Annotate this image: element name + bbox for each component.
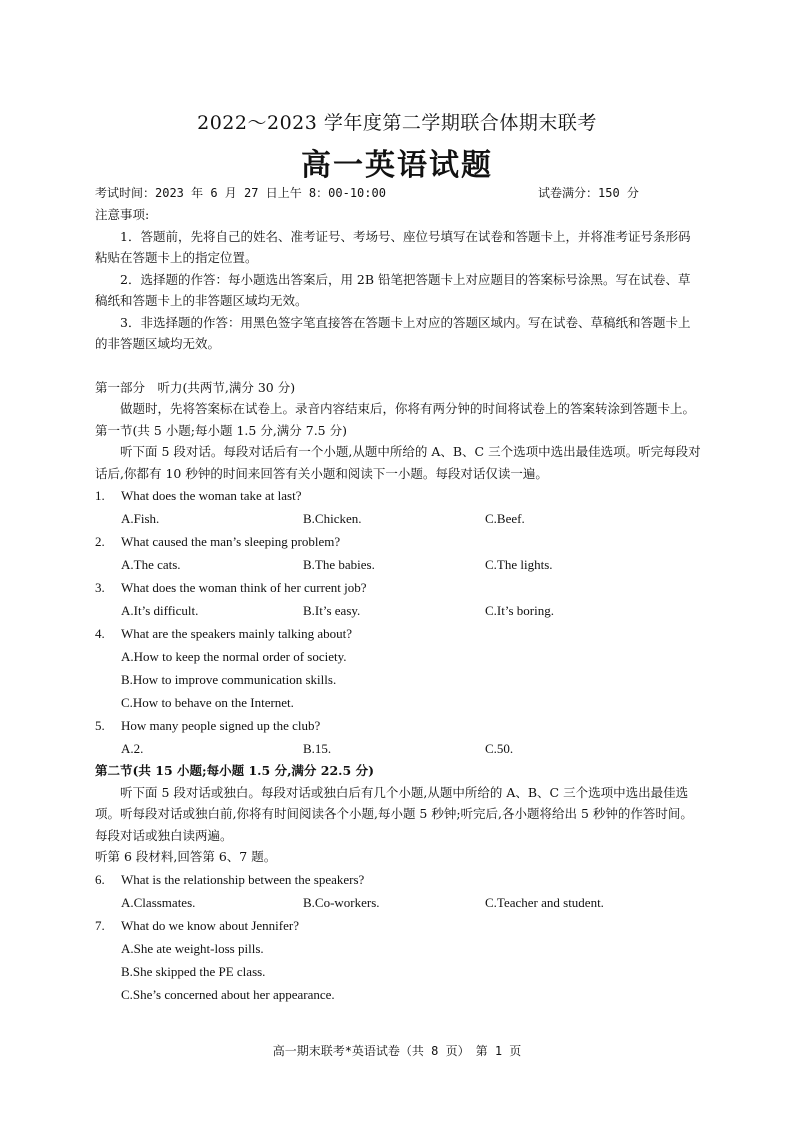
option-a: A.Classmates.: [121, 894, 196, 910]
options-5: [121, 737, 701, 760]
option-c: C.Beef.: [485, 511, 525, 526]
question-4: 4. What are the speakers mainly talking about?: [95, 622, 701, 645]
option-b: B.The babies.: [303, 557, 375, 572]
question-2: 2. What caused the man’s sleeping problem?: [95, 530, 701, 553]
section1-heading: 第一节(共 5 小题;每小题 1.5 分,满分 7.5 分): [95, 422, 347, 438]
option-a: A.She ate weight-loss pills.: [121, 940, 264, 956]
question-text: What does the woman take at last?: [121, 488, 302, 503]
notice-item-2: 2．选择题的作答：每小题选出答案后，用 2B 铅笔把答题卡上对应题目的答案标号涂黑。写在试卷、草稿纸和答题卡上的非答题区域均无效。: [95, 271, 691, 308]
option-c: C.Teacher and student.: [485, 894, 604, 910]
option-a: A.2.: [121, 741, 144, 756]
exam-meta: [95, 184, 705, 201]
question-1: 1. What does the woman take at last?: [95, 484, 701, 507]
exam-title: 2022～2023 学年度第二学期联合体期末联考: [197, 112, 597, 134]
option-a: A.The cats.: [121, 557, 181, 572]
options-1: [121, 507, 701, 530]
question-text: What caused the man’s sleeping problem?: [121, 534, 341, 549]
option-c: C.She’s concerned about her appearance.: [121, 986, 335, 1002]
option-a: A.It’s difficult.: [121, 603, 199, 618]
section1-intro: 听下面 5 段对话。每段对话后有一个小题,从题中所给的 A、B、C 三个选项中选出最佳选项。听完每段对话后,你都有 10 秒钟的时间来回答有关小题和阅读下一小题。每段对话仅读一遍。: [95, 444, 701, 481]
question-7: 7. What do we know about Jennifer?: [95, 914, 701, 937]
question-text: What are the speakers mainly talking about?: [121, 626, 353, 641]
notice-item-1: 1．答题前，先将自己的姓名、准考证号、考场号、座位号填写在试卷和答题卡上，并将准考证号条形码粘贴在答题卡上的指定位置。: [95, 228, 691, 265]
exam-time: 考试时间：2023 年 6 月 27 日上午 8：00-10:00: [95, 186, 386, 200]
material-6-heading: 听第 6 段材料,回答第 6、7 题。: [95, 849, 277, 864]
question-text: What is the relationship between the speakers?: [121, 871, 365, 887]
options-6: [121, 891, 701, 914]
option-c: C.It’s boring.: [485, 603, 554, 618]
exam-subject-title: 高一英语试题: [301, 148, 493, 183]
section2-heading: 第二节(共 15 小题;每小题 1.5 分,满分 22.5 分): [95, 763, 374, 778]
page-footer: 高一期末联考*英语试卷（共 8 页） 第 1 页: [272, 1044, 522, 1058]
question-3: 3. What does the woman think of her current job?: [95, 576, 701, 599]
option-b: B.15.: [303, 741, 332, 756]
options-2: [121, 553, 701, 576]
option-b: B.How to improve communication skills.: [121, 672, 337, 687]
part1-intro: 做题时，先将答案标在试卷上。录音内容结束后，你将有两分钟的时间将试卷上的答案转涂到答题卡上。: [120, 401, 696, 416]
part1-heading: 第一部分 听力(共两节,满分 30 分): [95, 379, 296, 395]
option-b: B.It’s easy.: [303, 603, 361, 618]
question-5: 5. How many people signed up the club?: [95, 714, 701, 737]
notice-heading: 注意事项:: [95, 207, 150, 222]
option-c: C.The lights.: [485, 557, 553, 572]
full-score: 试卷满分：150 分: [538, 186, 639, 200]
question-6: 6. What is the relationship between the speakers?: [95, 868, 701, 891]
section2-intro: 听下面 5 段对话或独白。每段对话或独白后有几个小题,从题中所给的 A、B、C 三个选项中选出最佳选项。听每段对话或独白前,你将有时间阅读各个小题,每小题 5 秒钟;听完后,各小题将给出 5 秒钟的作答时间。每段对话或独白读两遍。: [95, 784, 693, 843]
question-text: What do we know about Jennifer?: [121, 917, 299, 933]
option-a: A.How to keep the normal order of society.: [121, 649, 347, 664]
option-b: B.She skipped the PE class.: [121, 963, 266, 979]
option-a: A.Fish.: [121, 511, 160, 526]
question-text: What does the woman think of her current job?: [121, 580, 367, 595]
option-c: C.How to behave on the Internet.: [121, 695, 294, 710]
notice-item-3: 3．非选择题的作答：用黑色签字笔直接答在答题卡上对应的答题区域内。写在试卷、草稿纸和答题卡上的非答题区域均无效。: [95, 314, 691, 351]
options-3: [121, 599, 701, 622]
option-c: C.50.: [485, 741, 514, 756]
question-text: How many people signed up the club?: [121, 718, 321, 733]
option-b: B.Chicken.: [303, 511, 362, 526]
exam-body: [95, 204, 701, 1006]
option-b: B.Co-workers.: [303, 894, 380, 910]
